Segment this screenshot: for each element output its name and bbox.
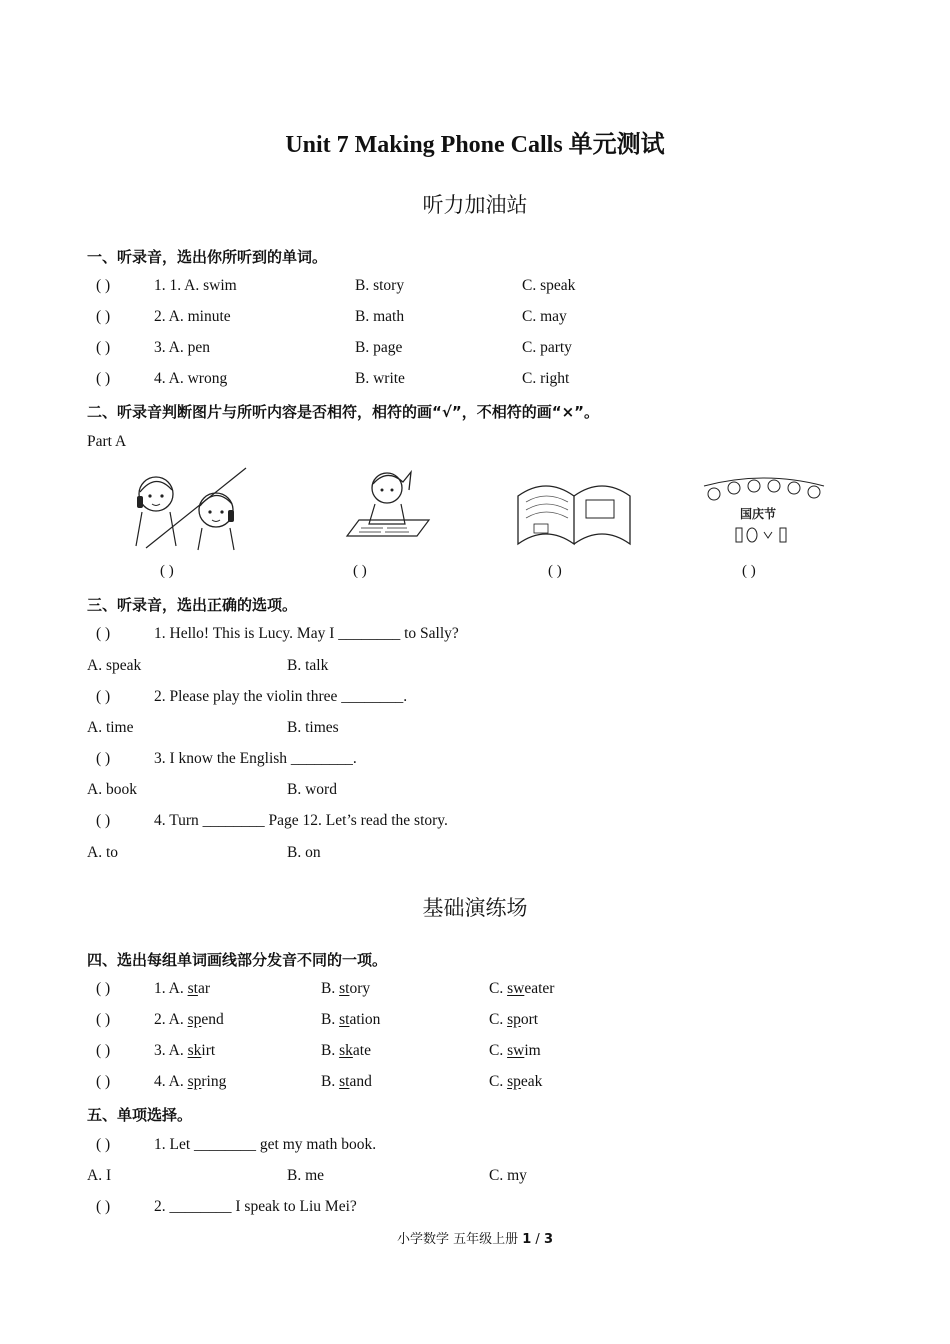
question-option-a: 2. A. minute — [154, 308, 231, 325]
option-c: C. right — [522, 370, 570, 387]
page-title: Unit 7 Making Phone Calls 单元测试 — [285, 132, 665, 158]
part2-heading: 二、听录音判断图片与所听内容是否相符，相符的画“√”，不相符的画“×”。 — [87, 403, 600, 421]
option-b: B. skate — [321, 1042, 371, 1059]
answer-paren[interactable]: ( ) — [96, 370, 111, 387]
question-text: 1. Let ________ get my math book. — [154, 1136, 377, 1153]
page-number: 1 — [522, 1232, 532, 1247]
option-c: C. party — [522, 339, 572, 356]
national-day-image — [700, 466, 830, 551]
answer-box-1[interactable]: ( ) — [160, 563, 174, 579]
option-c: C. speak — [489, 1073, 543, 1090]
option-a: A. time — [87, 719, 134, 736]
section-listening-title: 听力加油站 — [422, 193, 528, 217]
answer-box-3[interactable]: ( ) — [548, 563, 562, 579]
option-b: B. stand — [321, 1073, 372, 1090]
option-c: C. sweater — [489, 980, 555, 997]
option-c: C. sport — [489, 1011, 539, 1028]
option-b: B. times — [287, 719, 339, 736]
question-option-a: 4. A. wrong — [154, 370, 228, 387]
option-a: A. I — [87, 1167, 112, 1184]
option-b: B. page — [355, 339, 403, 356]
answer-paren[interactable]: ( ) — [96, 812, 111, 829]
option-a: 1. A. star — [154, 980, 210, 997]
option-a: 2. A. spend — [154, 1011, 224, 1028]
option-b: B. word — [287, 781, 337, 798]
page-sep: / — [531, 1232, 544, 1247]
answer-paren[interactable]: ( ) — [96, 1198, 111, 1215]
option-a: A. to — [87, 844, 118, 861]
answer-paren[interactable]: ( ) — [96, 1073, 111, 1090]
option-b: B. talk — [287, 657, 329, 674]
option-b: B. on — [287, 844, 321, 861]
answer-paren[interactable]: ( ) — [96, 308, 111, 325]
option-b: B. story — [355, 277, 405, 294]
option-c: C. my — [489, 1167, 527, 1184]
answer-paren[interactable]: ( ) — [96, 277, 111, 294]
option-a: A. speak — [87, 657, 142, 674]
question-text: 2. ________ I speak to Liu Mei? — [154, 1198, 357, 1215]
page-footer — [0, 1228, 950, 1247]
part4-heading: 四、选出每组单词画线部分发音不同的一项。 — [87, 951, 388, 969]
open-book-image — [510, 466, 640, 551]
option-b: B. me — [287, 1167, 325, 1184]
option-a: 3. A. skirt — [154, 1042, 216, 1059]
answer-paren[interactable]: ( ) — [96, 1011, 111, 1028]
section-basic-title: 基础演练场 — [422, 896, 528, 920]
option-b: B. story — [321, 980, 371, 997]
answer-paren[interactable]: ( ) — [96, 339, 111, 356]
answer-paren[interactable]: ( ) — [96, 1136, 111, 1153]
option-b: B. write — [355, 370, 405, 387]
question-option-a: 1. 1. A. swim — [154, 277, 237, 294]
answer-paren[interactable]: ( ) — [96, 688, 111, 705]
option-b: B. station — [321, 1011, 381, 1028]
question-text: 1. Hello! This is Lucy. May I ________ to Sally? — [154, 625, 459, 642]
question-text: 4. Turn ________ Page 12. Let’s read the story. — [154, 812, 448, 829]
answer-paren[interactable]: ( ) — [96, 1042, 111, 1059]
option-a: A. book — [87, 781, 137, 798]
part3-heading: 三、听录音，选出正确的选项。 — [87, 596, 298, 614]
part-a-label: Part A — [87, 433, 127, 450]
festival-label: 国庆节 — [740, 507, 777, 521]
option-c: C. speak — [522, 277, 576, 294]
answer-box-2[interactable]: ( ) — [353, 563, 367, 579]
part1-heading: 一、听录音，选出你所听到的单词。 — [87, 248, 328, 266]
footer-text: 小学数学 五年级上册 — [396, 1232, 523, 1247]
question-text: 3. I know the English ________. — [154, 750, 357, 767]
answer-paren[interactable]: ( ) — [96, 625, 111, 642]
answer-paren[interactable]: ( ) — [96, 980, 111, 997]
question-option-a: 3. A. pen — [154, 339, 210, 356]
answer-box-4[interactable]: ( ) — [742, 563, 756, 579]
phone-call-girls-image — [118, 466, 248, 551]
page-total: 3 — [543, 1232, 553, 1247]
part5-heading: 五、单项选择。 — [87, 1106, 193, 1124]
option-b: B. math — [355, 308, 405, 325]
question-text: 2. Please play the violin three ________. — [154, 688, 408, 705]
answer-paren[interactable]: ( ) — [96, 750, 111, 767]
option-c: C. may — [522, 308, 567, 325]
girl-writing-image — [325, 466, 455, 551]
option-c: C. swim — [489, 1042, 541, 1059]
option-a: 4. A. spring — [154, 1073, 227, 1090]
